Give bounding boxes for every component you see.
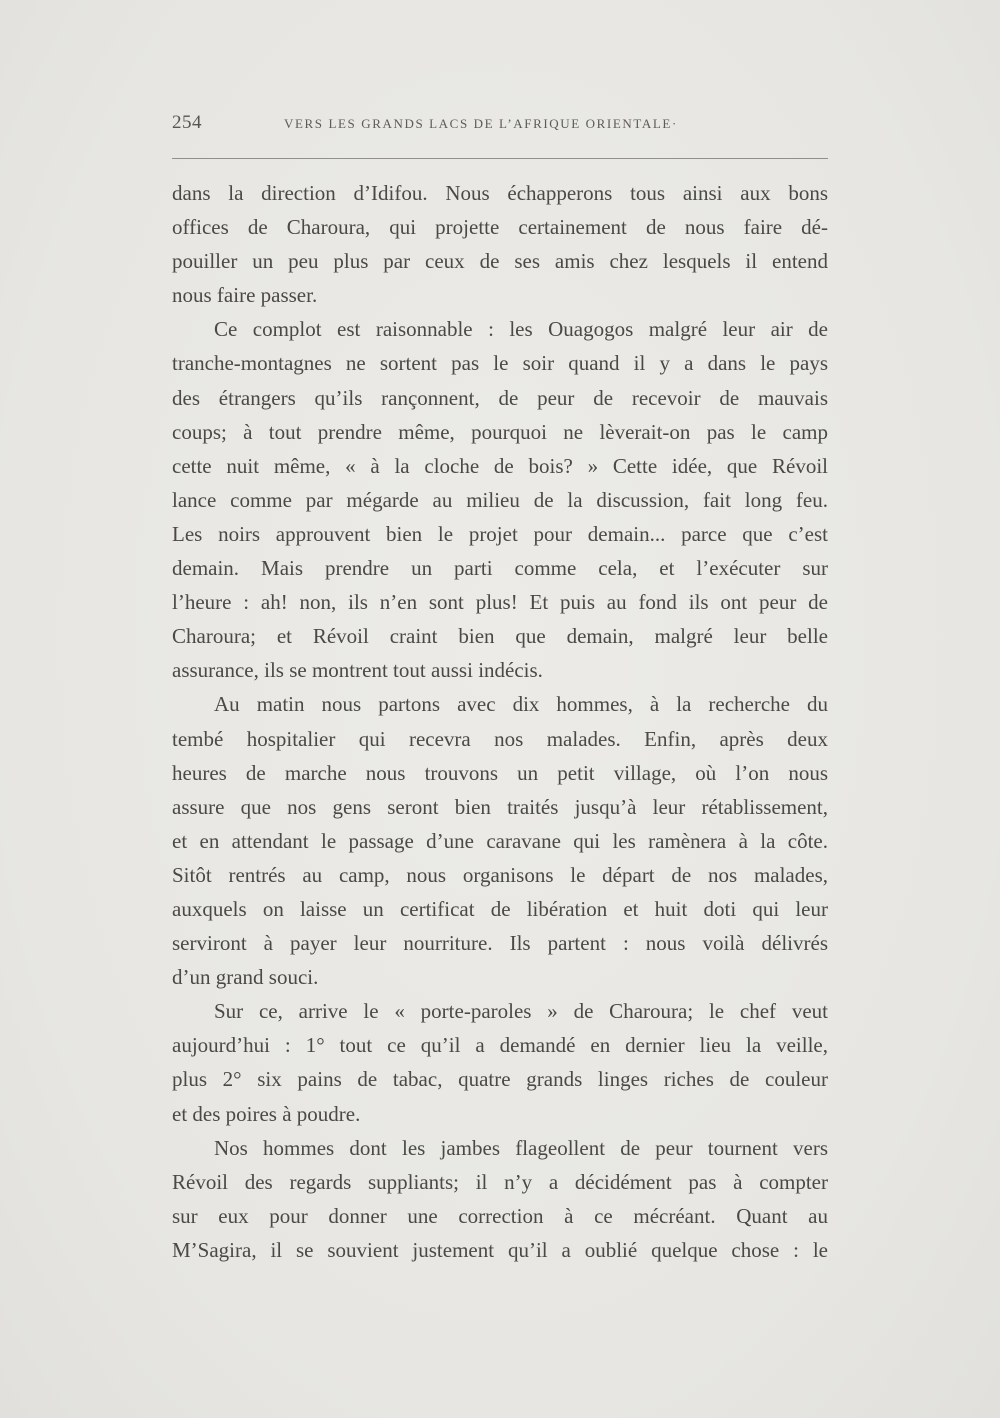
header-rule — [172, 158, 828, 159]
text-line: demain. Mais prendre un parti comme cela, et l’exécuter sur — [172, 556, 828, 581]
text-line: pouiller un peu plus par ceux de ses amis chez lesquels il entend — [172, 249, 828, 274]
text-line: Sur ce, arrive le « porte-paroles » de Charoura; le chef veut — [214, 999, 828, 1024]
text-line: des étrangers qu’ils rançonnent, de peur de recevoir de mauvais — [172, 385, 828, 410]
text-line: Sitôt rentrés au camp, nous organisons le départ de nos malades, — [172, 862, 828, 887]
text-line: Les noirs approuvent bien le projet pour demain... parce que c’est — [172, 521, 828, 546]
text-line: tembé hospitalier qui recevra nos malades. Enfin, après deux — [172, 726, 828, 751]
text-line: Ce complot est raisonnable : les Ouagogos malgré leur air de — [214, 317, 828, 342]
text-line: serviront à payer leur nourriture. Ils partent : nous voilà délivrés — [172, 931, 828, 956]
text-line: cette nuit même, « à la cloche de bois? » Cette idée, que Révoil — [172, 453, 828, 478]
text-line: aujourd’hui : 1° tout ce qu’il a demandé en dernier lieu la veille, — [172, 1033, 828, 1058]
text-line: et en attendant le passage d’une caravane qui les ramènera à la côte. — [172, 828, 828, 853]
text-line: Nos hommes dont les jambes flageollent de peur tournent vers — [214, 1135, 828, 1160]
text-line: dans la direction d’Idifou. Nous échapperons tous ainsi aux bons — [172, 181, 828, 205]
text-line: M’Sagira, il se souvient justement qu’il a oublié quelque chose : le — [172, 1237, 828, 1262]
text-line: Charoura; et Révoil craint bien que demain, malgré leur belle — [172, 624, 828, 649]
text-line: Au matin nous partons avec dix hommes, à la recherche du — [214, 692, 828, 717]
text-line: nous faire passer. — [172, 283, 318, 308]
text-line: auxquels on laisse un certificat de libération et huit doti qui leur — [172, 896, 828, 921]
text-line: l’heure : ah! non, ils n’en sont plus! Et puis au fond ils ont peur de — [172, 590, 828, 615]
text-line: offices de Charoura, qui projette certainement de nous faire dé- — [172, 215, 828, 240]
body-text — [172, 176, 828, 1267]
page-number: 254 — [172, 112, 202, 133]
text-line: heures de marche nous trouvons un petit village, où l’on nous — [172, 760, 828, 785]
page-header — [172, 112, 828, 142]
text-line: Révoil des regards suppliants; il n’y a décidément pas à compter — [172, 1169, 828, 1194]
text-line: assure que nos gens seront bien traités jusqu’à leur rétablissement, — [172, 794, 828, 819]
text-line: tranche-montagnes ne sortent pas le soir quand il y a dans le pays — [172, 351, 828, 376]
text-line: coups; à tout prendre même, pourquoi ne lèverait-on pas le camp — [172, 419, 828, 444]
text-line: et des poires à poudre. — [172, 1101, 361, 1126]
running-title: VERS LES GRANDS LACS DE L’AFRIQUE ORIENTALE· — [284, 116, 678, 131]
text-line: d’un grand souci. — [172, 965, 319, 990]
text-line: lance comme par mégarde au milieu de la discussion, fait long feu. — [172, 487, 828, 512]
text-line: plus 2° six pains de tabac, quatre grands linges riches de couleur — [172, 1067, 828, 1092]
text-line: assurance, ils se montrent tout aussi indécis. — [172, 658, 543, 683]
text-line: sur eux pour donner une correction à ce mécréant. Quant au — [172, 1203, 828, 1228]
